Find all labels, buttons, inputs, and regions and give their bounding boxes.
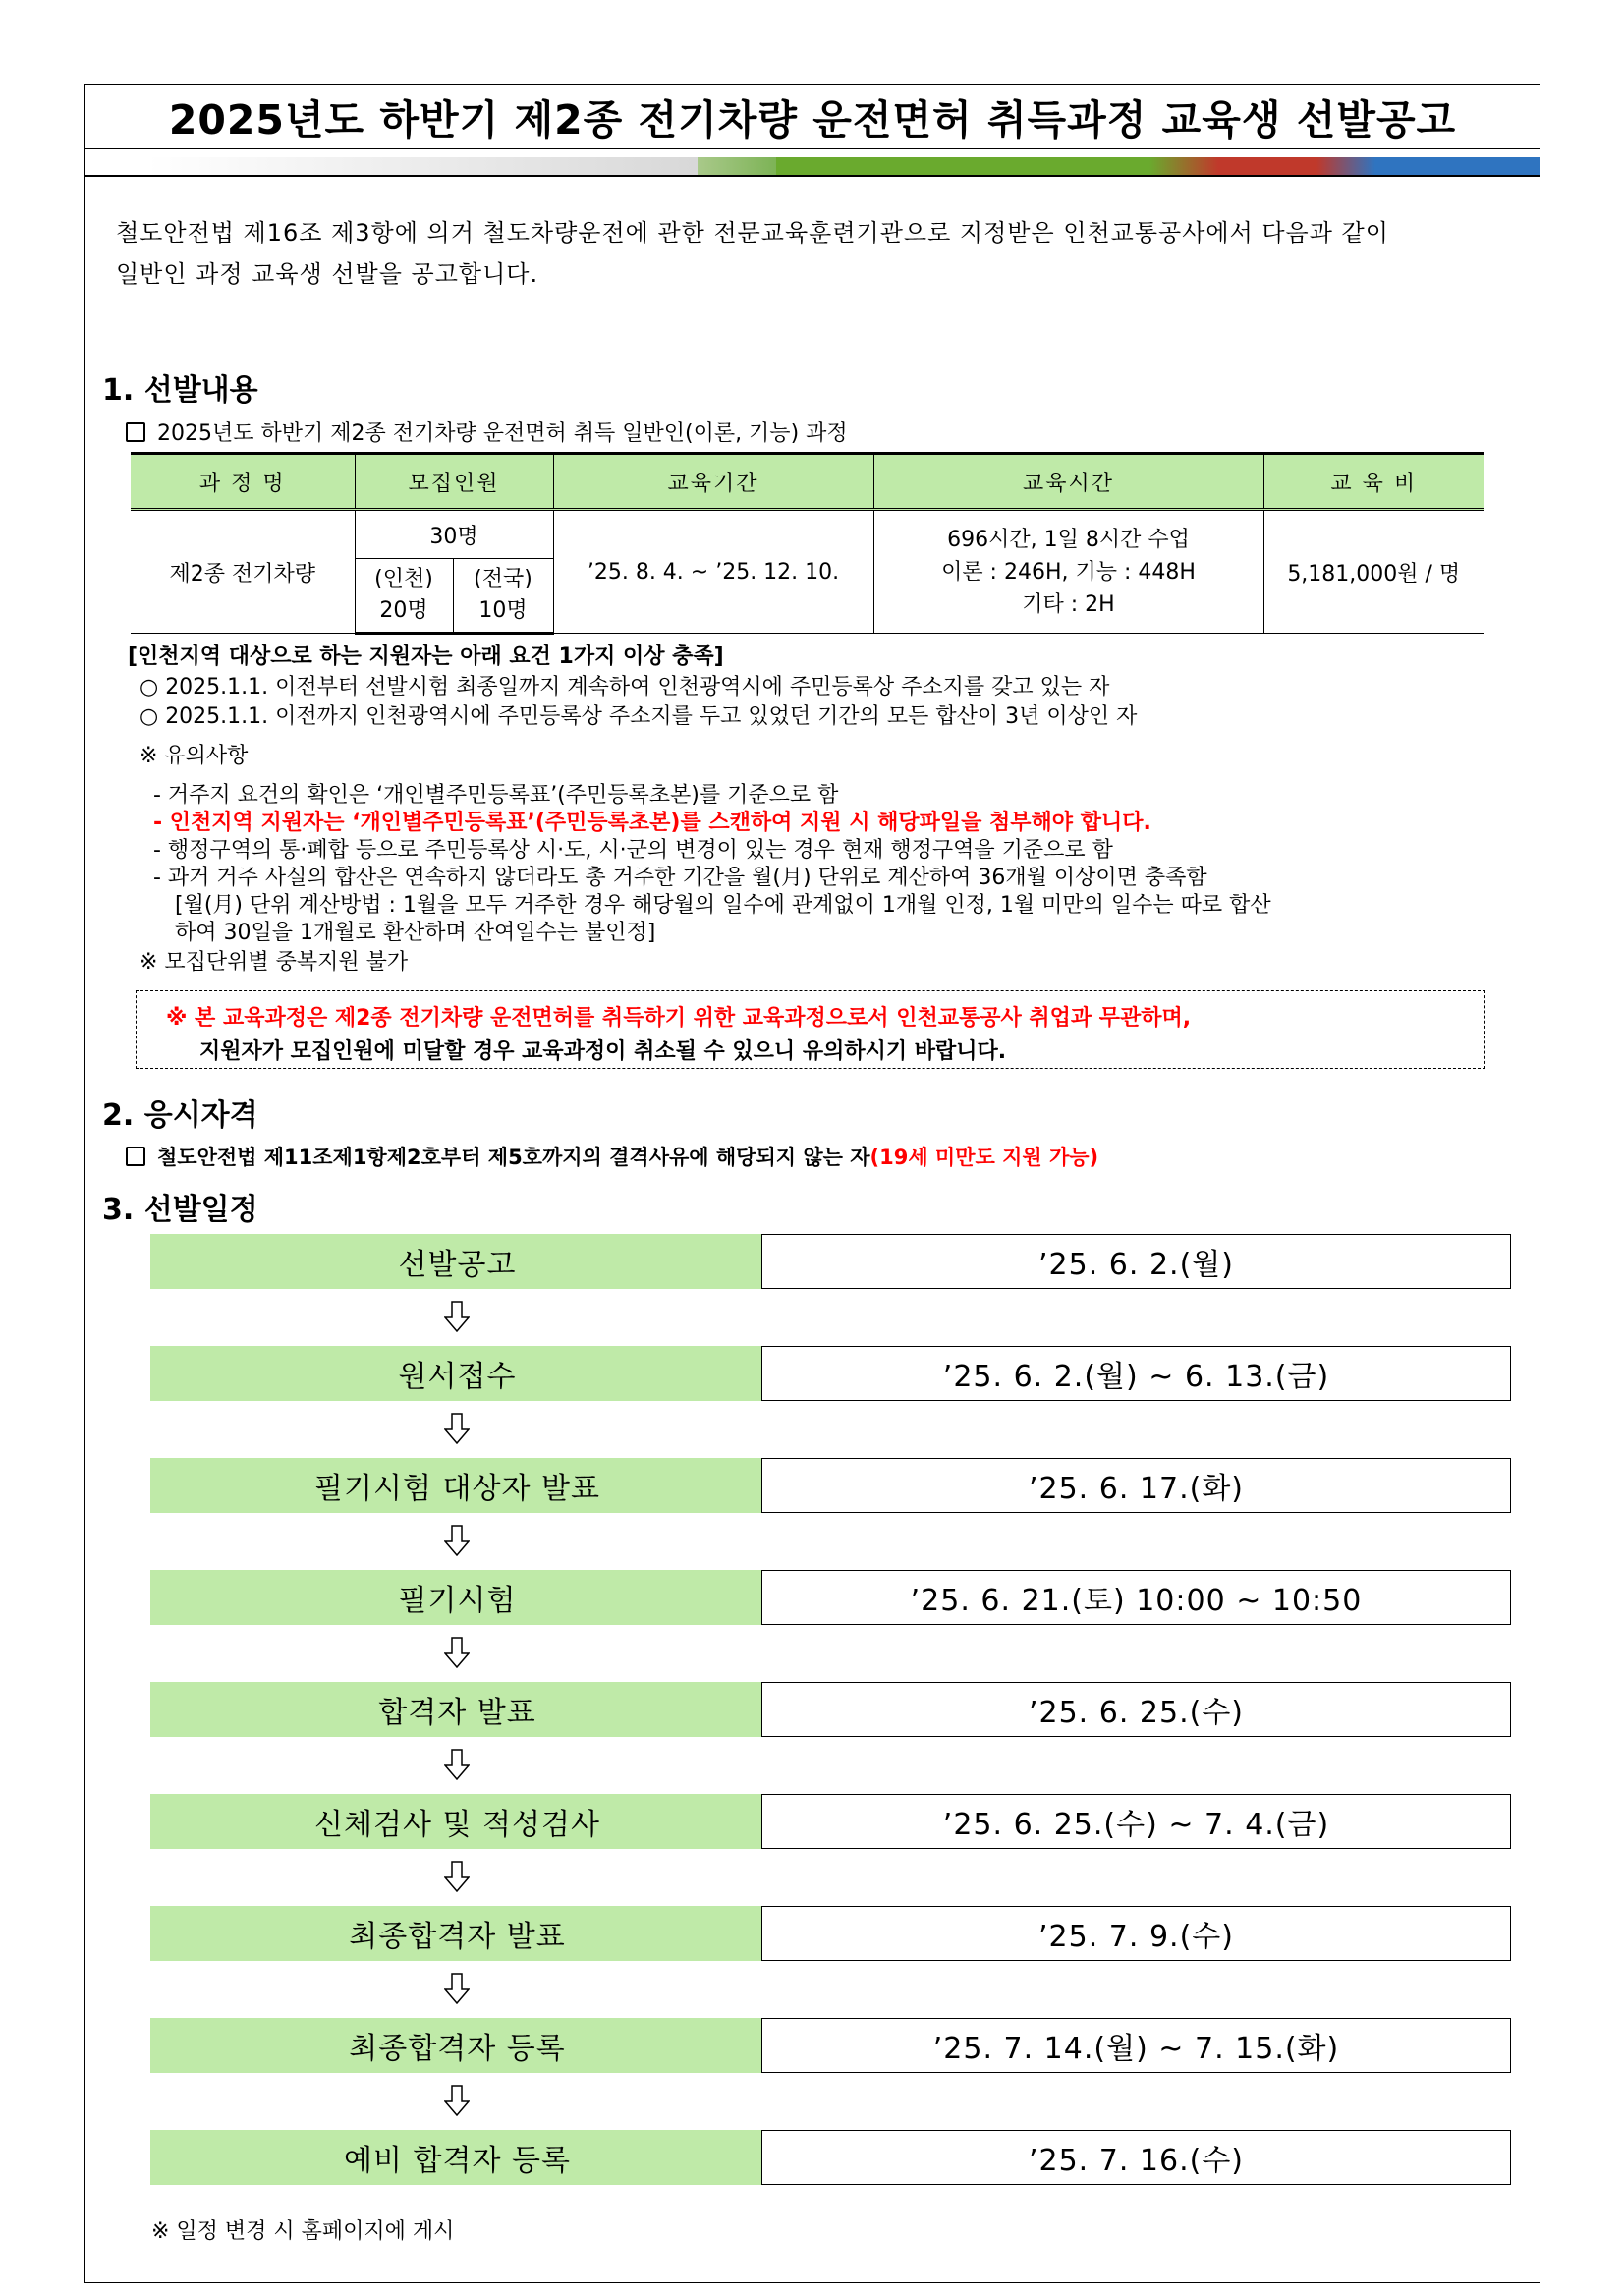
cell-total: 30명 [355,510,553,559]
cell-fee: 5,181,000원 / 명 [1263,510,1484,634]
schedule-date: ’25. 6. 25.(수) ~ 7. 4.(금) [761,1794,1511,1849]
schedule-date: ’25. 6. 21.(토) 10:00 ~ 10:50 [761,1570,1511,1625]
intro-line-2: 일반인 과정 교육생 선발을 공고합니다. [116,260,539,288]
page-title: 2025년도 하반기 제2종 전기차량 운전면허 취득과정 교육생 선발공고 [168,96,1457,143]
schedule-date: ’25. 6. 17.(화) [761,1458,1511,1513]
schedule-label: 필기시험 대상자 발표 [150,1458,764,1513]
eligibility-red-text: (19세 미만도 지원 가능) [869,1146,1099,1169]
schedule-footnote: ※ 일정 변경 시 홈페이지에 게시 [151,2219,455,2244]
hours-line-1: 696시간, 1일 8시간 수업 [947,527,1190,552]
header-fee: 교 육 비 [1263,454,1484,510]
schedule-label: 필기시험 [150,1570,764,1625]
schedule-date: ’25. 6. 2.(월) [761,1234,1511,1289]
selection-table [131,452,1484,635]
warning-line-1: ※ 본 교육과정은 제2종 전기차량 운전면허를 취득하기 위한 교육과정으로서 인천교통공사 취업과 무관하며, [166,1006,1192,1031]
incheon-label: (인천) [374,567,433,591]
down-arrow-icon [444,1973,470,2004]
schedule-date: ’25. 7. 9.(수) [761,1906,1511,1961]
schedule-label: 신체검사 및 적성검사 [150,1794,764,1849]
schedule-label: 최종합격자 발표 [150,1906,764,1961]
cell-period: ’25. 8. 4. ~ ’25. 12. 10. [553,510,873,634]
note-dash-2: - 인천지역 지원자는 ‘개인별주민등록표’(주민등록초본)를 스캔하여 지원 시 해당파일을 첨부해야 합니다. [153,811,1151,835]
requirement-bullet-2: ○ 2025.1.1. 이전까지 인천광역시에 주민등록상 주소지를 두고 있었던 기간의 모든 합산이 3년 이상인 자 [140,704,1138,729]
schedule-label: 예비 합격자 등록 [150,2130,764,2185]
note-dash-4: - 과거 거주 사실의 합산은 연속하지 않더라도 총 거주한 기간을 월(月) 단위로 계산하여 36개월 이상이면 충족함 [153,866,1207,890]
note-dash-3: - 행정구역의 통·폐합 등으로 주민등록상 시·도, 시·군의 변경이 있는 경우 현재 행정구역을 기준으로 함 [153,838,1113,863]
intro-paragraph [116,212,1511,295]
header-course: 과 정 명 [131,454,355,510]
down-arrow-icon [444,1861,470,1892]
notes-heading: ※ 유의사항 [140,744,249,768]
hours-line-2: 이론 : 246H, 기능 : 448H [941,559,1196,585]
schedule-label: 선발공고 [150,1234,764,1289]
schedule-date: ’25. 6. 2.(월) ~ 6. 13.(금) [761,1346,1511,1401]
schedule-label: 합격자 발표 [150,1682,764,1737]
section-2-heading: 2. 응시자격 [102,1098,258,1133]
national-count: 10명 [478,598,528,623]
down-arrow-icon [444,1749,470,1780]
requirements-heading: [인천지역 대상으로 하는 지원자는 아래 요건 1가지 이상 충족] [128,644,724,669]
cell-national [453,559,553,634]
cell-course-name: 제2종 전기차량 [131,510,355,634]
eligibility-line [126,1142,1098,1171]
warning-line-2: 지원자가 모집인원에 미달할 경우 교육과정이 취소될 수 있으니 유의하시기 바랍니다. [199,1039,1007,1064]
down-arrow-icon [444,2085,470,2116]
note-dash-4-cont-1: [월(月) 단위 계산방법 : 1월을 모두 거주한 경우 해당월의 일수에 관계없이 1개월 인정, 1월 미만의 일수는 따로 합산 [175,893,1271,918]
warning-box [136,990,1485,1069]
national-label: (전국) [474,567,532,591]
schedule-label: 원서접수 [150,1346,764,1401]
header-period: 교육기간 [553,454,873,510]
requirement-bullet-1: ○ 2025.1.1. 이전부터 선발시험 최종일까지 계속하여 인천광역시에 주민등록상 주소지를 갖고 있는 자 [140,675,1110,700]
schedule-date: ’25. 6. 25.(수) [761,1682,1511,1737]
down-arrow-icon [444,1637,470,1668]
checkbox-icon [126,422,145,442]
section-3-heading: 3. 선발일정 [102,1193,258,1227]
section-1-heading: 1. 선발내용 [102,373,258,408]
hours-line-3: 기타 : 2H [1022,591,1115,617]
schedule-date: ’25. 7. 14.(월) ~ 7. 15.(화) [761,2018,1511,2073]
header-hours: 교육시간 [873,454,1263,510]
checkbox-icon [126,1147,145,1166]
note-dash-1: - 거주지 요건의 확인은 ‘개인별주민등록표’(주민등록초본)를 기준으로 함 [153,783,839,808]
note-dash-4-cont-2: 하여 30일을 1개월로 환산하며 잔여일수는 불인정] [175,921,656,945]
schedule-label: 최종합격자 등록 [150,2018,764,2073]
intro-line-1: 철도안전법 제16조 제3항에 의거 철도차량운전에 관한 전문교육훈련기관으로 지정받은 인천교통공사에서 다음과 같이 [116,219,1389,247]
title-rule [84,175,1540,177]
down-arrow-icon [444,1525,470,1556]
header-capacity: 모집인원 [355,454,553,510]
incheon-count: 20명 [379,598,428,623]
down-arrow-icon [444,1413,470,1444]
title-box [84,84,1540,149]
down-arrow-icon [444,1301,470,1332]
schedule-date: ’25. 7. 16.(수) [761,2130,1511,2185]
course-line-text: 2025년도 하반기 제2종 전기차량 운전면허 취득 일반인(이론, 기능) 과정 [157,421,848,446]
cell-incheon [355,559,453,634]
cell-hours [873,510,1263,634]
notes-end: ※ 모집단위별 중복지원 불가 [140,950,409,975]
eligibility-text: 철도안전법 제11조제1항제2호부터 제5호까지의 결격사유에 해당되지 않는 자 [157,1146,870,1169]
course-line [126,417,848,447]
